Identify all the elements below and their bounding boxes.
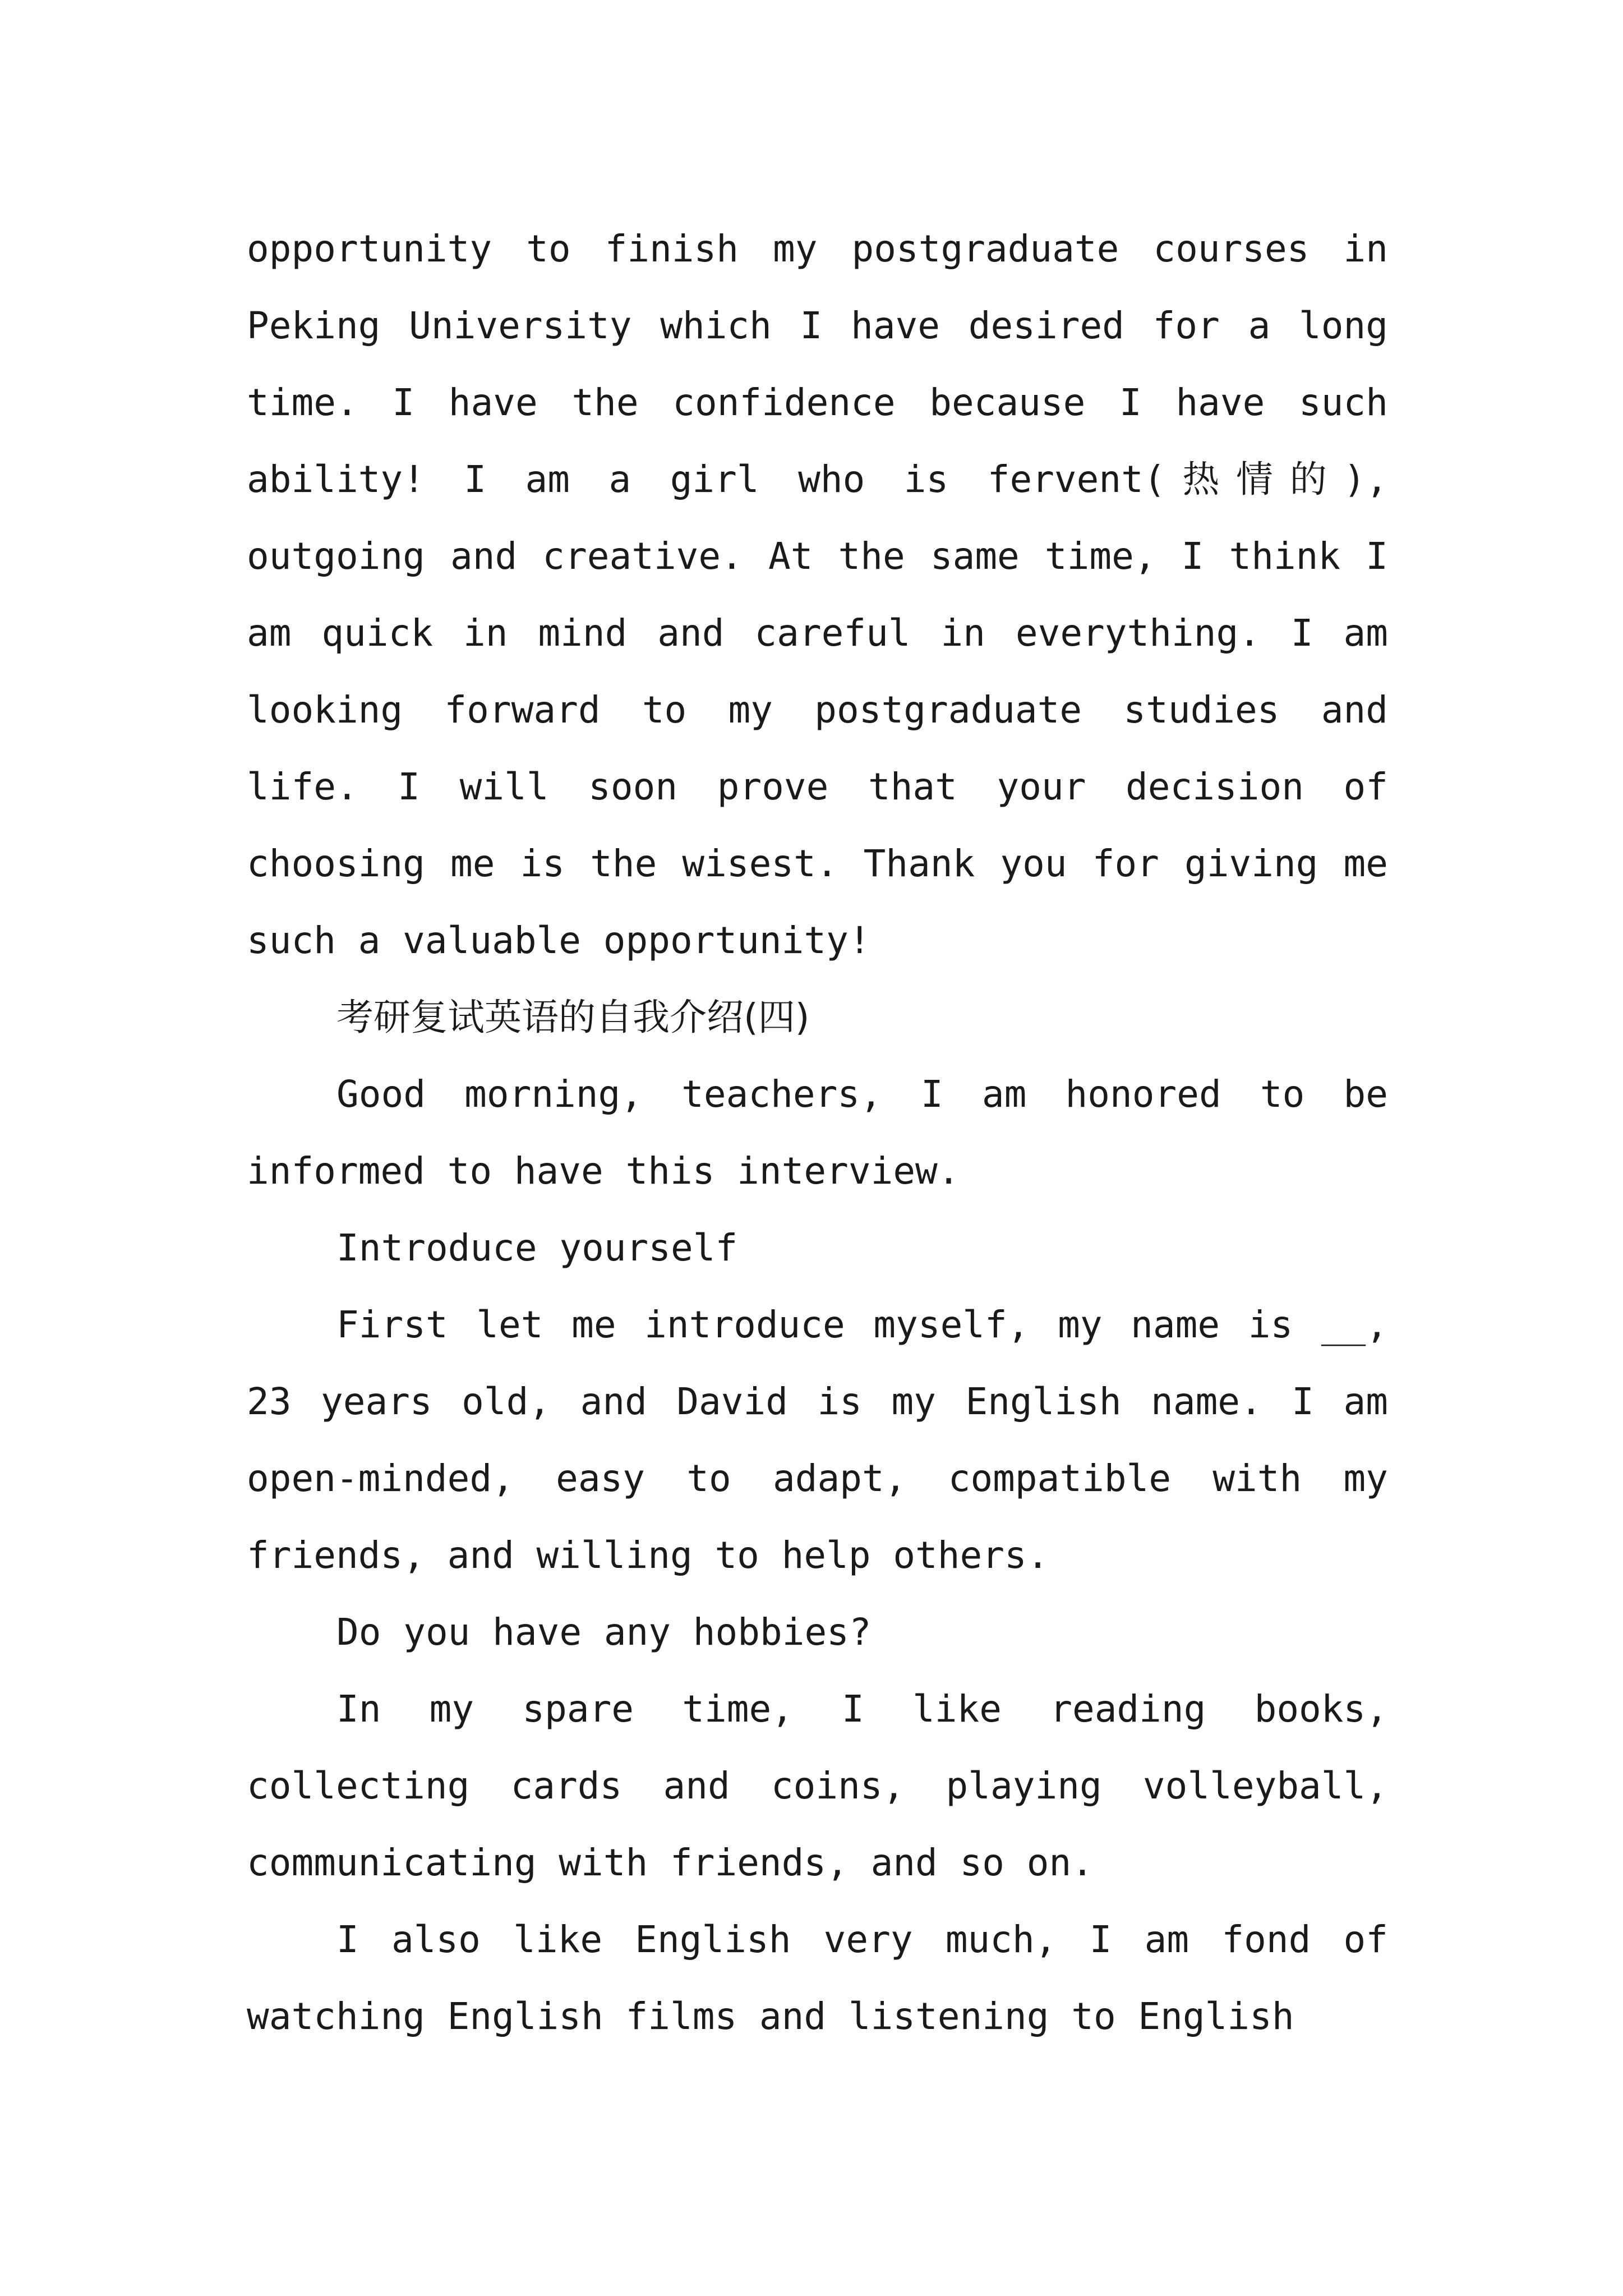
subheading-hobbies: Do you have any hobbies?	[336, 1611, 872, 1654]
paragraph-english: I also like English very much, I am fond of watching English films and listening to English	[247, 1918, 1388, 2038]
paragraph-opportunity: opportunity to finish my postgraduate courses in Peking University which I have desired for a long time. I have the confidence because I have such ability! I am a girl who is fervent(热情的), outgoing and creative. At the same time, I think I am quick in mind and careful in everything. I am looking forward to my postgraduate studies and life. I will soon prove that your decision of choosing me is the wisest. Thank you for giving me such a valuable opportunity!	[247, 227, 1388, 962]
paragraph-hobbies: In my spare time, I like reading books, collecting cards and coins, playing volleyball, communicating with friends, and so on.	[247, 1687, 1388, 1884]
section-heading: 考研复试英语的自我介绍(四)	[336, 996, 810, 1039]
paragraph-greeting: Good morning, teachers, I am honored to be informed to have this interview.	[247, 1073, 1388, 1193]
subheading-introduce-yourself: Introduce yourself	[336, 1226, 738, 1269]
document-body	[247, 210, 1388, 2055]
paragraph-introduction: First let me introduce myself, my name is __, 23 years old, and David is my English name. I am open-minded, easy to adapt, compatible with my friends, and willing to help others.	[247, 1303, 1388, 1577]
